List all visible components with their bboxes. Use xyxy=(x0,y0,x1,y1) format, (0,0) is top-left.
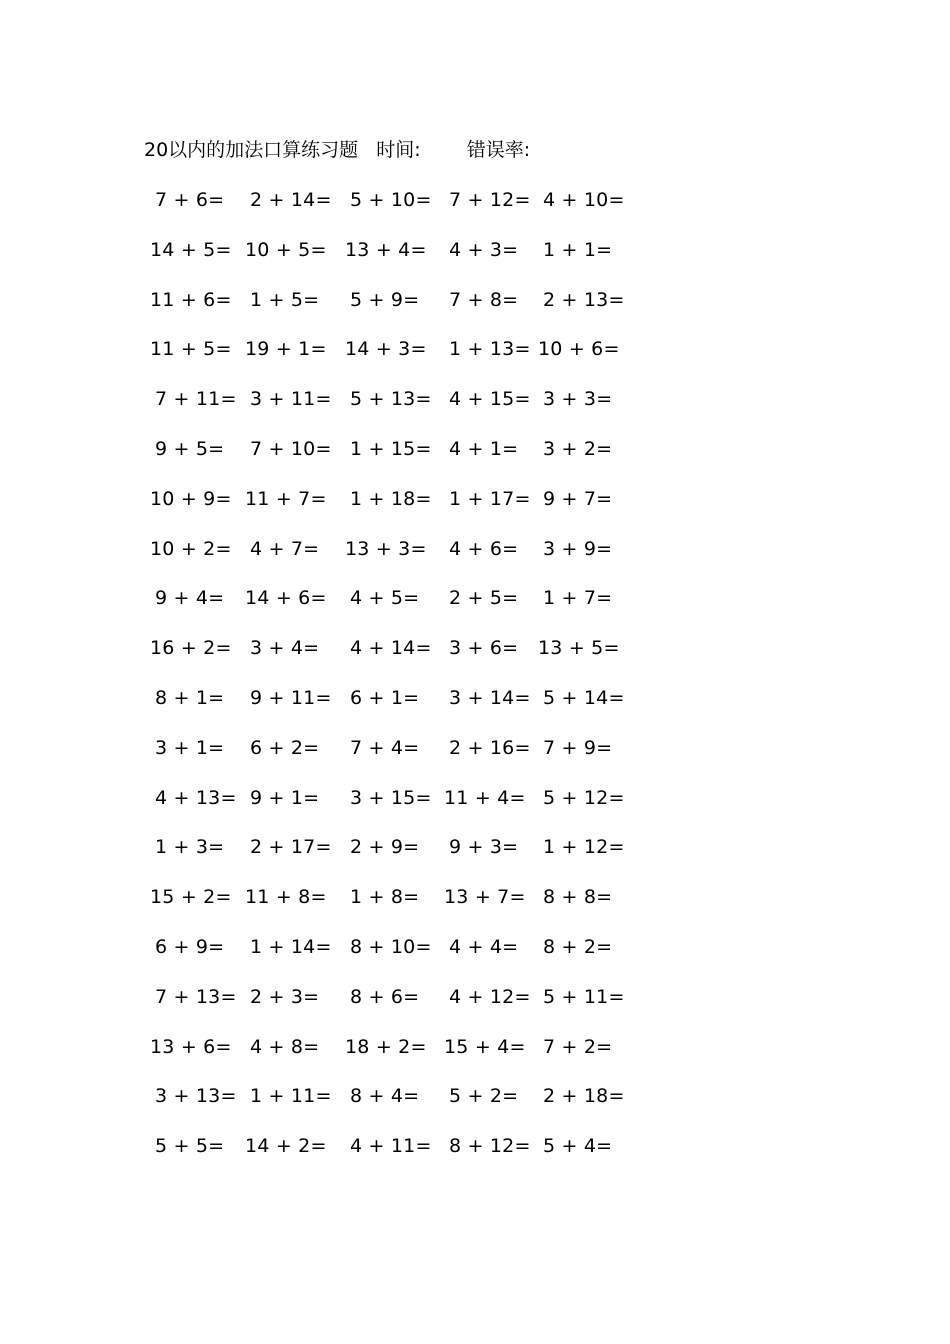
problem-item: 1 + 5= xyxy=(250,288,320,311)
problem-item: 8 + 2= xyxy=(543,935,613,958)
problem-item: 11 + 5= xyxy=(150,338,232,361)
problem-item: 7 + 6= xyxy=(155,189,225,211)
problem-item: 10 + 9= xyxy=(150,487,232,510)
problem-row xyxy=(148,982,628,1032)
problem-item: 1 + 7= xyxy=(543,587,613,610)
problem-row xyxy=(148,434,628,484)
problem-item: 4 + 12= xyxy=(449,985,531,1008)
problem-item: 3 + 13= xyxy=(155,1085,237,1108)
problem-row xyxy=(148,285,628,335)
problem-row xyxy=(148,534,628,584)
problem-item: 1 + 18= xyxy=(350,487,432,510)
problem-item: 4 + 4= xyxy=(449,935,519,958)
time-label: 时间: xyxy=(376,139,421,161)
problem-item: 2 + 17= xyxy=(250,836,332,859)
problem-item: 10 + 5= xyxy=(245,238,327,261)
problem-item: 16 + 2= xyxy=(150,637,232,660)
problem-row xyxy=(148,334,628,384)
problem-item: 4 + 10= xyxy=(543,189,625,211)
problem-item: 8 + 1= xyxy=(155,686,225,709)
problem-row xyxy=(148,683,628,733)
problem-row xyxy=(148,633,628,683)
problem-row xyxy=(148,583,628,633)
problem-item: 9 + 4= xyxy=(155,587,225,610)
problem-item: 10 + 6= xyxy=(538,338,620,361)
problem-item: 9 + 11= xyxy=(250,686,332,709)
problem-item: 8 + 8= xyxy=(543,886,613,909)
problem-item: 9 + 7= xyxy=(543,487,613,510)
problem-item: 4 + 8= xyxy=(250,1035,320,1058)
problem-item: 19 + 1= xyxy=(245,338,327,361)
problem-item: 4 + 13= xyxy=(155,786,237,809)
problem-item: 1 + 1= xyxy=(543,238,613,261)
problem-item: 8 + 6= xyxy=(350,985,420,1008)
problem-item: 1 + 12= xyxy=(543,836,625,859)
problem-item: 4 + 15= xyxy=(449,388,531,411)
problem-item: 4 + 11= xyxy=(350,1135,432,1158)
problem-item: 9 + 5= xyxy=(155,437,225,460)
problem-item: 2 + 18= xyxy=(543,1085,625,1108)
problem-row xyxy=(148,882,628,932)
problem-item: 13 + 4= xyxy=(345,238,427,261)
problem-item: 7 + 2= xyxy=(543,1035,613,1058)
problem-item: 2 + 9= xyxy=(350,836,420,859)
problem-item: 5 + 14= xyxy=(543,686,625,709)
problem-item: 18 + 2= xyxy=(345,1035,427,1058)
problem-item: 5 + 4= xyxy=(543,1135,613,1158)
problem-item: 7 + 9= xyxy=(543,736,613,759)
problem-item: 13 + 6= xyxy=(150,1035,232,1058)
problem-item: 4 + 7= xyxy=(250,537,320,560)
problem-row xyxy=(148,384,628,434)
problem-row xyxy=(148,185,628,235)
problem-item: 8 + 4= xyxy=(350,1085,420,1108)
problem-item: 9 + 3= xyxy=(449,836,519,859)
problem-row xyxy=(148,733,628,783)
problem-item: 4 + 14= xyxy=(350,637,432,660)
problem-item: 11 + 8= xyxy=(245,886,327,909)
problem-item: 1 + 14= xyxy=(250,935,332,958)
problem-row xyxy=(148,783,628,833)
problem-item: 1 + 3= xyxy=(155,836,225,859)
problem-item: 11 + 7= xyxy=(245,487,327,510)
problem-item: 13 + 5= xyxy=(538,637,620,660)
problem-row xyxy=(148,1032,628,1082)
problem-item: 14 + 2= xyxy=(245,1135,327,1158)
problem-item: 15 + 2= xyxy=(150,886,232,909)
problem-item: 3 + 9= xyxy=(543,537,613,560)
problem-row xyxy=(148,1081,628,1131)
problem-item: 1 + 15= xyxy=(350,437,432,460)
problem-item: 6 + 9= xyxy=(155,935,225,958)
problem-item: 8 + 12= xyxy=(449,1135,531,1158)
problem-item: 1 + 13= xyxy=(449,338,531,361)
problem-item: 2 + 16= xyxy=(449,736,531,759)
problem-item: 4 + 5= xyxy=(350,587,420,610)
problem-item: 5 + 2= xyxy=(449,1085,519,1108)
problem-item: 4 + 3= xyxy=(449,238,519,261)
problem-item: 3 + 3= xyxy=(543,388,613,411)
problem-item: 5 + 13= xyxy=(350,388,432,411)
problem-item: 9 + 1= xyxy=(250,786,320,809)
problem-item: 5 + 10= xyxy=(350,189,432,211)
problem-row xyxy=(148,484,628,534)
problem-item: 13 + 3= xyxy=(345,537,427,560)
worksheet-title: 20以内的加法口算练习题 xyxy=(144,139,359,161)
problem-item: 2 + 13= xyxy=(543,288,625,311)
problem-item: 5 + 11= xyxy=(543,985,625,1008)
problem-row xyxy=(148,832,628,882)
problem-item: 3 + 6= xyxy=(449,637,519,660)
problem-item: 7 + 8= xyxy=(449,288,519,311)
problem-item: 5 + 9= xyxy=(350,288,420,311)
problem-item: 6 + 1= xyxy=(350,686,420,709)
problem-item: 4 + 6= xyxy=(449,537,519,560)
problem-item: 2 + 14= xyxy=(250,189,332,211)
problem-item: 3 + 11= xyxy=(250,388,332,411)
problem-item: 2 + 5= xyxy=(449,587,519,610)
problem-item: 7 + 11= xyxy=(155,388,237,411)
problem-item: 7 + 10= xyxy=(250,437,332,460)
problem-row xyxy=(148,235,628,285)
problem-item: 7 + 12= xyxy=(449,189,531,211)
problem-item: 1 + 11= xyxy=(250,1085,332,1108)
worksheet-header xyxy=(144,136,530,164)
problem-item: 4 + 1= xyxy=(449,437,519,460)
problem-item: 11 + 6= xyxy=(150,288,232,311)
problem-item: 10 + 2= xyxy=(150,537,232,560)
problem-item: 7 + 4= xyxy=(350,736,420,759)
problem-item: 1 + 17= xyxy=(449,487,531,510)
problem-item: 3 + 14= xyxy=(449,686,531,709)
error-rate-label: 错误率: xyxy=(466,139,531,161)
problem-item: 5 + 12= xyxy=(543,786,625,809)
problem-grid xyxy=(148,185,628,1181)
problem-item: 3 + 1= xyxy=(155,736,225,759)
problem-item: 13 + 7= xyxy=(444,886,526,909)
problem-item: 11 + 4= xyxy=(444,786,526,809)
problem-row xyxy=(148,932,628,982)
problem-item: 3 + 2= xyxy=(543,437,613,460)
problem-item: 8 + 10= xyxy=(350,935,432,958)
problem-item: 14 + 6= xyxy=(245,587,327,610)
problem-item: 1 + 8= xyxy=(350,886,420,909)
problem-row xyxy=(148,1131,628,1181)
problem-item: 5 + 5= xyxy=(155,1135,225,1158)
problem-item: 15 + 4= xyxy=(444,1035,526,1058)
problem-item: 7 + 13= xyxy=(155,985,237,1008)
problem-item: 14 + 5= xyxy=(150,238,232,261)
problem-item: 14 + 3= xyxy=(345,338,427,361)
problem-item: 2 + 3= xyxy=(250,985,320,1008)
problem-item: 6 + 2= xyxy=(250,736,320,759)
problem-item: 3 + 15= xyxy=(350,786,432,809)
problem-item: 3 + 4= xyxy=(250,637,320,660)
